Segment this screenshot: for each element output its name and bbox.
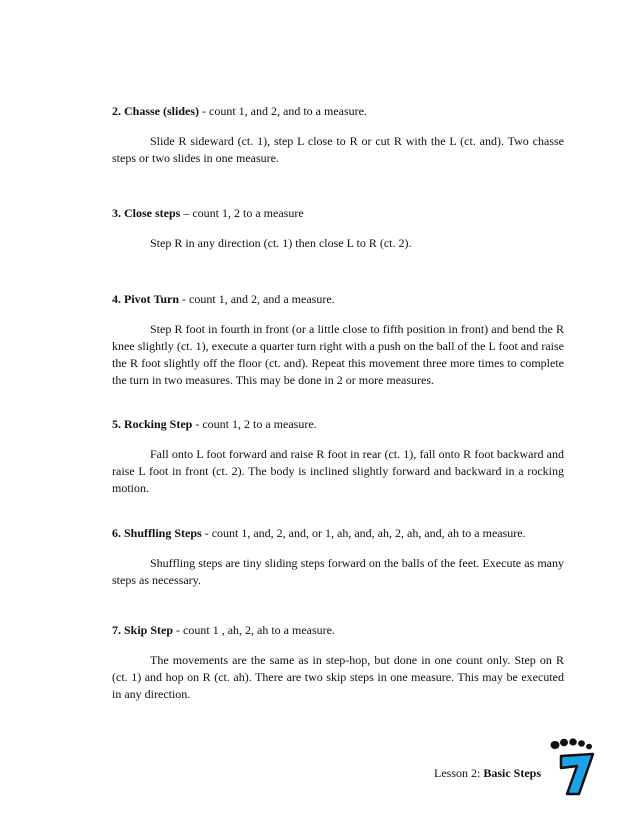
section-count: - count 1, and 2, and a measure. (179, 292, 335, 306)
section-heading (112, 416, 564, 432)
section-title: 4. Pivot Turn (112, 292, 180, 306)
section-shuffling-steps (112, 525, 564, 589)
section-body: Fall onto L foot forward and raise R foot in rear (ct. 1), fall onto R foot backward and raise L foot in front (ct. 2). The body is inclined slightly forward and backward in a rocking motion. (112, 447, 564, 495)
page-footer (434, 765, 541, 781)
section-heading (112, 291, 564, 307)
section-heading (112, 103, 564, 119)
section-rocking-step (112, 416, 564, 497)
section-body: Slide R sideward (ct. 1), step L close to R or cut R with the L (ct. and). Two chasse steps or two slides in one measure. (112, 134, 564, 165)
section-body: Shuffling steps are tiny sliding steps forward on the balls of the feet. Execute as many steps as necessary. (112, 556, 564, 587)
section-title: 5. Rocking Step (112, 417, 193, 431)
section-heading (112, 525, 564, 541)
section-title: 2. Chasse (slides) (112, 104, 200, 118)
section-title: 6. Shuffling Steps (112, 526, 202, 540)
footer-lesson: Lesson 2: (434, 766, 484, 780)
footer-topic: Basic Steps (483, 766, 542, 780)
section-body: Step R in any direction (ct. 1) then close L to R (ct. 2). (150, 236, 412, 250)
section-skip-step (112, 622, 564, 703)
section-count: - count 1, and, 2, and, or 1, ah, and, ah, 2, ah, and, ah to a measure. (201, 526, 526, 540)
section-count: - count 1, 2 to a measure. (192, 417, 317, 431)
section-count: - count 1 , ah, 2, ah to a measure. (173, 623, 335, 637)
section-count: - count 1, and 2, and to a measure. (199, 104, 367, 118)
section-heading (112, 205, 564, 221)
section-chasse (112, 103, 564, 167)
section-title: 3. Close steps (112, 206, 181, 220)
section-close-steps (112, 205, 564, 252)
section-body: The movements are the same as in step-hop, but done in one count only. Step on R (ct. 1) and hop on R (ct. ah). There are two skip steps in one measure. This may be executed in any direction. (112, 653, 564, 701)
section-title: 7. Skip Step (112, 623, 174, 637)
section-body: Step R foot in fourth in front (or a little close to fifth position in front) and bend the R knee slightly (ct. 1), execute a quarter turn right with a push on the ball of the L foot and raise the R foot slightly off the floor (ct. and). Repeat this movement three more times to complete the turn in two measures. This may be done in 2 or more measures. (112, 322, 564, 387)
section-count: – count 1, 2 to a measure (180, 206, 304, 220)
footprint-seven-icon (549, 738, 597, 796)
section-heading (112, 622, 564, 638)
section-pivot-turn (112, 291, 564, 389)
